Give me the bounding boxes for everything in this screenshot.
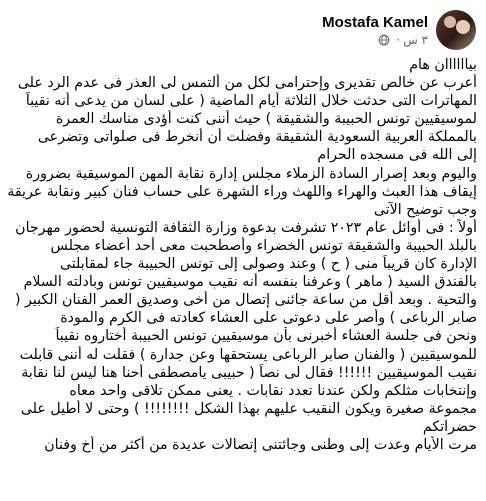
post-line: إيقاف هذا العبث والهراء واللهث وراء الشهرة على حساب فنان كبير ونقابة عريقة — [7, 183, 477, 200]
post-line: بالبلد الحبيبة والشقيقة تونس الخضراء وأصطحبت معى أحد أعضاء مجلس — [50, 237, 477, 254]
meta-separator: · — [396, 32, 401, 47]
post-line: للموسيقيين ( والفنان صابر الرباعى يستحقها وعن جدارة ) فقلت له أننى قابلت — [19, 346, 477, 363]
post-line: والتحية . وبعد أقل من ساعة جائنى إتصال من أخى وصديق العمر الفنان الكبير ( — [15, 292, 477, 309]
post-time[interactable]: ٣ س — [403, 32, 428, 47]
post-meta — [378, 33, 428, 47]
author-name[interactable]: Mostafa Kamel — [322, 13, 428, 31]
post-line: أعرب عن خالص تقديرى وإحترامى لكل من ألتمس لى العذر فى عدم الرد على — [17, 75, 477, 92]
post-header-text — [322, 14, 428, 47]
post-line: وإنتخابات مثلكم ولكن عندنا تعدد نقابات . يعنى ممكن تلاقى واحد معاه — [69, 382, 477, 399]
post-line: صابر الرباعى ) وأصر على دعوتى على العشاء كعادته فى الكرم والمودة — [60, 310, 477, 327]
post-line: إلى الله فى مسجده الحرام — [317, 147, 477, 164]
post-line: لموسيقيين تونس الحبيبة والشقيقة ) حيث أننى كنت أؤدى مناسك العمرة — [55, 111, 477, 128]
post-line: بالفندق السيد ( ماهر ) وعرفنا بنفسه أنه نقيب موسيقيين تونس وبادلته السلام — [23, 274, 477, 291]
post-line: المهاترات التى حدثت خلال الثلاثة أيام الماضية ( على لسان من يدعى أنه نقيباً — [25, 93, 477, 110]
post-line: وجب توضيح الآتى — [373, 201, 477, 218]
globe-icon[interactable] — [378, 34, 390, 46]
author-avatar[interactable] — [436, 10, 476, 50]
post-line: الإدارة كان قريباً منى ( ح ) وعند وصولى إلى تونس الحبيبة جاء لمقابلتى — [59, 256, 477, 273]
post-line: واليوم وبعد إصرار السادة الزملاء مجلس إدارة نقابة المهن الموسيقية بضرورة — [25, 165, 477, 182]
post-line: أولاً : فى أوائل عام ٢٠٢٣ تشرفت بدعوة وزارة الثقافة التونسية لحضور مهرجان — [15, 219, 477, 236]
post-line: حضراتكم — [422, 418, 477, 435]
post-line: نقيب الموسيقيين !!!!!! فقال لى نصاً ( حبيبى يامصطفى أحنا هنا ليس لنا نقابة — [21, 364, 477, 381]
post-line: بياااااان هام — [409, 57, 477, 73]
post-line: مجموعة صغيرة ويكون النقيب عليهم بهذا الشكل !!!!!!!! ) وحتى لا أطيل على — [20, 400, 477, 417]
post-line: بالمملكة العربية السعودية الشقيقة وفضلت أن أنخرط فى صلواتى وتضرعى — [37, 129, 477, 146]
post-line: ونحن فى جلسة العشاء أخبرنى بأن موسيقيين تونس الحبيبة أختاروه نقيباً — [55, 328, 477, 345]
post-text — [6, 56, 477, 454]
post-line: مرت الأيام وعدت إلى وطنى وجائتنى إتصالات عديدة من أكثر من أخ وفنان — [44, 436, 477, 453]
post-header — [322, 6, 476, 54]
